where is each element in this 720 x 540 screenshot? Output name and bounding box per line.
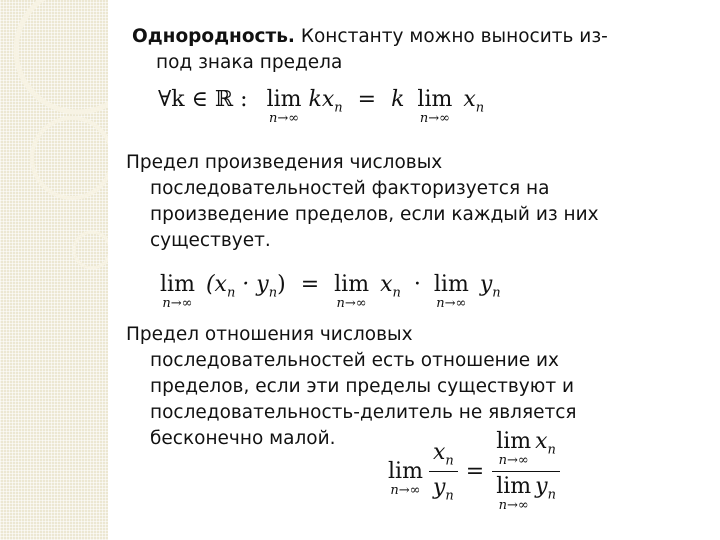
decorative-rings-icon bbox=[0, 0, 108, 540]
formula-subscript: n bbox=[547, 442, 556, 458]
lim-word: lim bbox=[433, 272, 469, 297]
homogeneity-term: Однородность. bbox=[132, 26, 295, 47]
formula-term: (x bbox=[205, 272, 227, 297]
lim-word: lim bbox=[417, 87, 453, 112]
formula-equals: = bbox=[300, 272, 320, 297]
lim-subscript: n→∞ bbox=[498, 498, 529, 513]
formula-subscript: n bbox=[268, 285, 278, 301]
lim-subscript: n→∞ bbox=[498, 453, 529, 468]
lim-word: lim bbox=[160, 272, 195, 297]
paragraph-line: последовательностей факторизуется на bbox=[150, 178, 550, 199]
paragraph-line: пределов, если эти пределы существуют и bbox=[150, 376, 575, 397]
formula-subscript: n bbox=[445, 488, 454, 504]
formula-term: x bbox=[463, 87, 476, 112]
formula-subscript: n bbox=[445, 453, 454, 468]
formula-denominator: y bbox=[535, 474, 548, 499]
paragraph-line: бесконечно малой. bbox=[150, 428, 336, 449]
formula-subscript: n bbox=[334, 100, 343, 116]
paragraph-line: Константу можно выносить из- bbox=[294, 26, 608, 47]
lim-word: lim bbox=[388, 458, 423, 484]
paragraph-line: существует. bbox=[150, 230, 271, 251]
formula-subscript: n bbox=[475, 100, 485, 116]
formula-quotient bbox=[388, 430, 560, 513]
lim-subscript: n→∞ bbox=[419, 111, 450, 126]
paragraph-line: под знака предела bbox=[156, 52, 343, 73]
paragraph-line: произведение пределов, если каждый из них bbox=[150, 204, 599, 225]
lim-subscript: n→∞ bbox=[436, 296, 467, 311]
formula-quantifier: ∀k ∈ ℝ : bbox=[158, 87, 248, 112]
paragraph-line: Предел произведения числовых bbox=[126, 152, 443, 173]
formula-numerator: x bbox=[432, 439, 446, 465]
formula-equals: = bbox=[465, 459, 485, 484]
lim-subscript: n→∞ bbox=[162, 296, 193, 311]
formula-paren: ) bbox=[277, 272, 286, 297]
decorative-sidebar bbox=[0, 0, 108, 540]
formula-term: y bbox=[479, 272, 493, 297]
lim-subscript: n→∞ bbox=[390, 482, 421, 498]
lim-word: lim bbox=[496, 474, 532, 499]
formula-dot: · bbox=[413, 272, 421, 297]
formula-term: kx bbox=[308, 87, 335, 112]
homogeneity-paragraph bbox=[132, 24, 608, 76]
formula-term: x bbox=[380, 272, 393, 297]
paragraph-line: Предел отношения числовых bbox=[126, 324, 413, 345]
formula-constant: k bbox=[391, 87, 405, 112]
lim-subscript: n→∞ bbox=[336, 296, 367, 311]
lim-word: lim bbox=[334, 272, 370, 297]
lim-subscript: n→∞ bbox=[268, 111, 300, 126]
formula-product bbox=[160, 273, 501, 311]
product-paragraph bbox=[126, 150, 599, 254]
lim-word: lim bbox=[496, 429, 532, 454]
paragraph-line: последовательность-делитель не является bbox=[150, 402, 577, 423]
formula-homogeneity bbox=[158, 88, 484, 126]
formula-term: · y bbox=[235, 272, 269, 297]
formula-subscript: n bbox=[392, 285, 401, 301]
formula-denominator: y bbox=[432, 475, 446, 500]
lim-word: lim bbox=[266, 87, 302, 112]
paragraph-line: последовательностей есть отношение их bbox=[150, 350, 559, 371]
formula-subscript: n bbox=[226, 285, 236, 301]
formula-equals: = bbox=[357, 87, 377, 112]
formula-subscript: n bbox=[547, 487, 556, 503]
formula-numerator: x bbox=[535, 429, 548, 454]
formula-subscript: n bbox=[492, 285, 501, 301]
